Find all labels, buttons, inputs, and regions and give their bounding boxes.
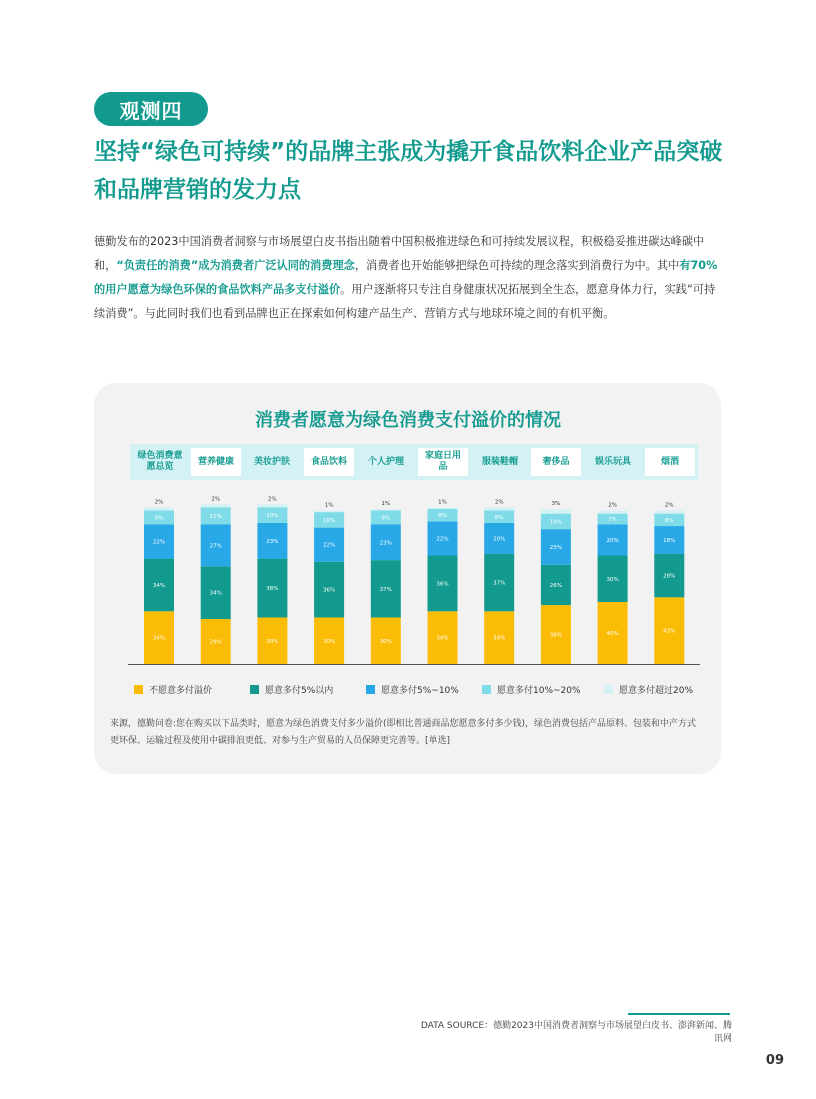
legend-item [250, 683, 333, 696]
category-label: 奢侈品 [531, 448, 581, 476]
source-divider [628, 1013, 730, 1015]
data-label: 1% [324, 502, 334, 509]
para-text-3: 。用户逐渐将只专注自身健康状况拓展到全生态，愿意身体力行，实践“可持续消费”。与此同时我们也看到品牌也正在探索如何构建产品生产、营销方式与地球环境之间的有机平衡。 [94, 283, 716, 320]
bar-segment [314, 511, 344, 513]
data-label: 23% [379, 540, 392, 547]
legend-swatch [604, 685, 613, 694]
data-label: 2% [211, 496, 221, 503]
data-label: 34% [152, 635, 166, 642]
data-label: 20% [606, 538, 619, 544]
data-label: 3% [551, 501, 561, 507]
data-label: 7% [608, 517, 617, 524]
data-label: 2% [268, 496, 277, 503]
data-label: 36% [322, 587, 336, 594]
data-label: 10% [266, 513, 279, 520]
data-label: 28% [663, 573, 676, 580]
category-label: 食品饮料 [304, 448, 354, 476]
legend-swatch [134, 685, 143, 694]
section-badge: 观测四 [94, 92, 208, 126]
chart-title: 消费者愿意为绿色消费支付溢价的情况 [255, 410, 561, 431]
data-label: 37% [493, 580, 506, 587]
data-source: DATA SOURCE：德勤2023中国消费者洞察与市场展望白皮书、澎湃新闻、腾讯网 [420, 1021, 732, 1044]
bar-segment [371, 509, 401, 511]
headline-line-2: 和品牌营销的发力点 [94, 177, 301, 203]
category-label: 烟酒 [645, 448, 695, 476]
data-label: 10% [549, 519, 563, 526]
category-label: 绿色消费意愿总览 [137, 451, 183, 472]
data-label: 10% [322, 517, 336, 524]
legend-swatch [250, 685, 259, 694]
data-label: 2% [494, 499, 504, 506]
bar-segment [257, 504, 287, 507]
data-label: 43% [663, 628, 676, 635]
data-label: 22% [436, 536, 449, 543]
page-number: 09 [765, 1053, 784, 1068]
data-label: 34% [436, 635, 449, 642]
data-label: 40% [606, 631, 619, 637]
data-label: 20% [493, 536, 506, 543]
category-label: 娱乐玩具 [594, 456, 631, 467]
data-label: 23% [266, 538, 279, 545]
data-label: 1% [381, 501, 391, 507]
category-label: 营养健康 [191, 448, 241, 476]
data-label: 34% [152, 582, 166, 589]
data-label: 1% [438, 499, 447, 506]
data-label: 38% [549, 632, 563, 639]
para-highlight-2: 有70%的用户愿意为绿色环保的食品饮料产品多支付溢价 [94, 259, 718, 296]
data-label: 8% [664, 517, 674, 524]
data-label: 29% [209, 639, 222, 646]
category-label: 家庭日用品 [418, 448, 468, 476]
data-label: 23% [549, 544, 563, 551]
data-label: 2% [664, 502, 674, 509]
legend-label: 愿意多付超过20% [619, 686, 694, 696]
legend-label: 愿意多付5%以内 [265, 686, 334, 696]
data-label: 34% [493, 635, 506, 642]
para-text-2: ，消费者也开始能够把绿色可持续的理念落实到消费行为中。其中 [354, 259, 680, 272]
legend-item [482, 683, 581, 696]
bar-segment [144, 507, 174, 510]
legend-swatch [482, 685, 491, 694]
data-label: 2% [154, 499, 164, 506]
category-label: 服装鞋帽 [481, 456, 518, 467]
data-label: 38% [266, 586, 279, 593]
para-text-1: 德勤发布的2023中国消费者洞察与市场展望白皮书指出随着中国积极推进绿色和可持续发展议程，积极稳妥推进碳达峰碳中和， [94, 235, 705, 272]
data-label: 2% [608, 502, 617, 509]
legend-label: 愿意多付10%~20% [497, 686, 581, 696]
data-label: 34% [209, 590, 222, 597]
data-label: 30% [266, 638, 279, 645]
data-label: 22% [152, 539, 166, 546]
data-label: 22% [322, 542, 336, 549]
bar-segment [598, 511, 628, 514]
bar-segment [428, 507, 458, 509]
data-label: 8% [494, 514, 504, 521]
para-highlight-1: “负责任的消费”成为消费者广泛认同的消费理念 [116, 259, 355, 272]
legend-label: 不愿意多付溢价 [149, 686, 213, 696]
data-label: 36% [436, 581, 449, 588]
data-label: 37% [379, 586, 392, 593]
legend-item [134, 683, 212, 696]
data-label: 26% [549, 582, 563, 589]
category-label: 个人护理 [367, 456, 404, 467]
legend-swatch [366, 685, 375, 694]
legend-item [366, 683, 459, 696]
bar-segment [201, 504, 231, 507]
data-label: 30% [379, 638, 392, 645]
legend-label: 愿意多付5%~10% [381, 686, 459, 696]
data-label: 9% [154, 515, 164, 522]
data-label: 30% [322, 638, 336, 645]
bar-segment [654, 511, 684, 514]
chart-source-note: 来源，德勤问卷:您在购买以下品类时，愿意为绿色消费支付多少溢价(即相比普通商品您愿意多付多少钱)，绿色消费包括产品原料、包装和中产方式更环保、运输过程及使用中碳排浪更低、对参与生产贸易的人员保障更完善等。[单选] [110, 719, 697, 746]
bar-segment [484, 507, 514, 510]
legend-item [604, 683, 693, 696]
headline-line-1: 坚持“绿色可持续”的品牌主张成为撬开食品饮料企业产品突破 [94, 139, 723, 165]
data-label: 11% [209, 513, 222, 520]
data-label: 9% [381, 515, 391, 522]
data-label: 27% [209, 543, 222, 550]
data-label: 18% [663, 538, 676, 544]
bar-segment [541, 509, 571, 514]
chart-legend [134, 683, 714, 697]
data-label: 30% [606, 576, 619, 583]
data-label: 8% [438, 513, 447, 520]
category-label: 美妆护肤 [253, 456, 290, 467]
